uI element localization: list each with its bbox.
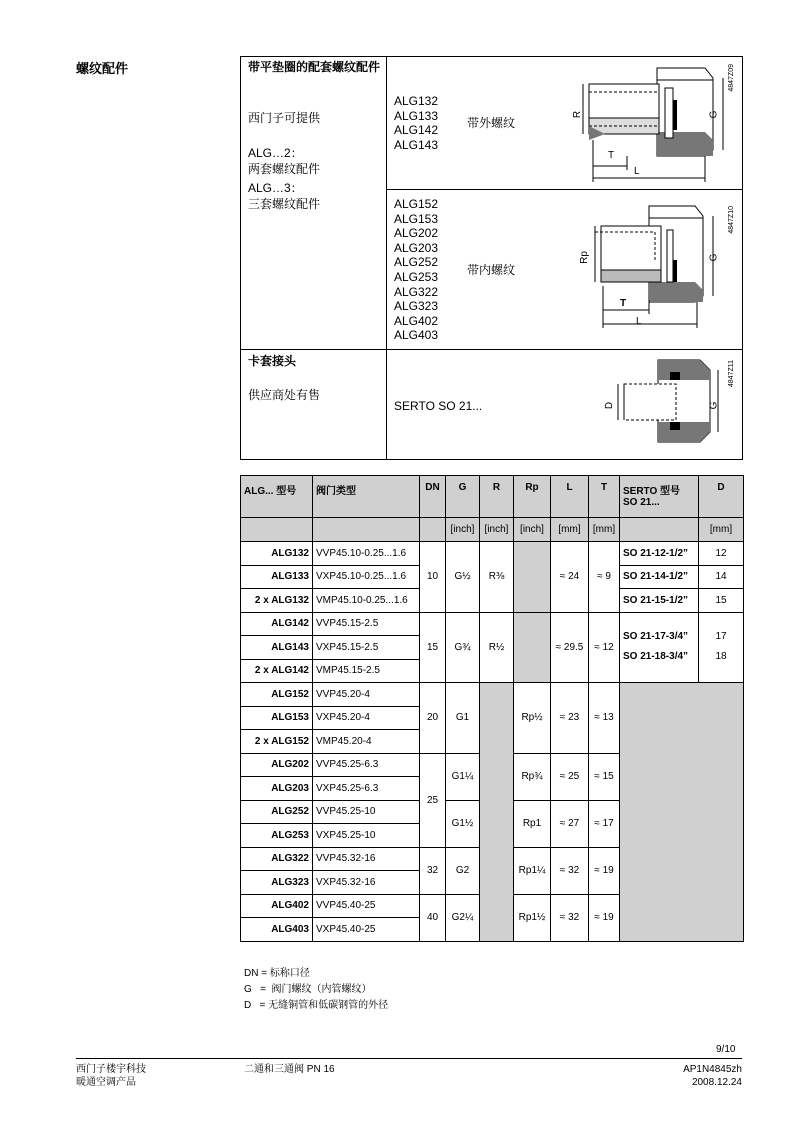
external-thread-label: 带外螺纹 bbox=[467, 116, 516, 130]
section-title: 螺纹配件 bbox=[76, 61, 129, 76]
fittings-row-divider bbox=[386, 189, 743, 190]
model-item: ALG253 bbox=[394, 269, 439, 284]
unit-g: [inch] bbox=[446, 518, 480, 542]
d-value: 17 bbox=[715, 631, 727, 643]
model-list-external bbox=[394, 94, 438, 152]
internal-thread-drawing bbox=[585, 200, 735, 332]
model-item: ALG132 bbox=[394, 94, 439, 108]
note-alg3-text: 三套螺纹配件 bbox=[248, 197, 321, 211]
cell-model: ALG253 bbox=[241, 824, 313, 848]
supplier-text: 供应商处有售 bbox=[248, 388, 321, 402]
cell-l: ≈ 29.5 bbox=[551, 612, 589, 683]
cell-dn: 25 bbox=[420, 753, 446, 847]
footer-divider bbox=[76, 1058, 742, 1059]
cell-valve: VMP45.20-4 bbox=[313, 730, 420, 754]
model-item: ALG153 bbox=[394, 211, 439, 226]
table-row bbox=[241, 683, 744, 707]
cell-valve: VXP45.15-2.5 bbox=[313, 636, 420, 660]
cell-r: R⅜ bbox=[480, 542, 514, 613]
legend-item: DN = 标称口径 bbox=[244, 968, 310, 979]
col-header-r: R bbox=[480, 476, 514, 518]
dim-t-label: T bbox=[608, 150, 615, 161]
table-row bbox=[241, 612, 744, 636]
cell-model: ALG202 bbox=[241, 753, 313, 777]
fittings-divider bbox=[386, 56, 387, 460]
unit-rp: [inch] bbox=[514, 518, 551, 542]
cell-t: ≈ 9 bbox=[589, 542, 620, 613]
doc-id: AP1N4845zh bbox=[683, 1064, 742, 1075]
cell-valve: VXP45.10-0.25...1.6 bbox=[313, 565, 420, 589]
unit-t: [mm] bbox=[589, 518, 620, 542]
model-item: ALG202 bbox=[394, 226, 439, 241]
cell-l: ≈ 24 bbox=[551, 542, 589, 613]
cell-l: ≈ 32 bbox=[551, 847, 589, 894]
figure-id: 4847Z09 bbox=[728, 64, 735, 92]
col-header-l: L bbox=[551, 476, 589, 518]
cell-valve: VXP45.25-10 bbox=[313, 824, 420, 848]
model-item: ALG402 bbox=[394, 313, 439, 328]
dim-rp-label: Rp bbox=[578, 251, 590, 264]
footer-docinfo bbox=[600, 1063, 742, 1089]
cell-g: G2¼ bbox=[446, 894, 480, 941]
cell-rp-empty bbox=[514, 612, 551, 683]
cell-d: 14 bbox=[699, 565, 744, 589]
serto-value: SO 21-18-3/4” bbox=[623, 651, 689, 663]
note-alg2-text: 两套螺纹配件 bbox=[248, 162, 321, 176]
cell-model: ALG132 bbox=[241, 542, 313, 566]
model-item: ALG323 bbox=[394, 299, 439, 314]
company-line-2: 暖通空调产品 bbox=[76, 1077, 136, 1088]
dim-d-label: D bbox=[604, 401, 616, 410]
cell-model: ALG152 bbox=[241, 683, 313, 707]
cell-serto: SO 21-14-1/2” bbox=[620, 565, 699, 589]
model-item: ALG403 bbox=[394, 328, 439, 343]
cell-t: ≈ 13 bbox=[589, 683, 620, 754]
model-item: ALG143 bbox=[394, 137, 439, 152]
cell-g: G1 bbox=[446, 683, 480, 754]
cell-model: 2 x ALG152 bbox=[241, 730, 313, 754]
model-item: ALG322 bbox=[394, 284, 439, 299]
footer-company bbox=[76, 1063, 146, 1089]
model-item: ALG133 bbox=[394, 108, 439, 123]
cell-dn: 32 bbox=[420, 847, 446, 894]
cell-rp: Rp1 bbox=[514, 800, 551, 847]
cell-rp: Rp1½ bbox=[514, 894, 551, 941]
dim-g-label: G bbox=[708, 110, 720, 119]
col-header-model: ALG... 型号 bbox=[241, 476, 313, 518]
cell-model: ALG403 bbox=[241, 918, 313, 942]
cell-model: ALG143 bbox=[241, 636, 313, 660]
cell-serto-empty bbox=[620, 683, 744, 942]
cell-dn: 15 bbox=[420, 612, 446, 683]
supplier-text: 西门子可提供 bbox=[248, 111, 321, 125]
dim-l-label: L bbox=[634, 166, 640, 177]
cell-valve: VVP45.40-25 bbox=[313, 894, 420, 918]
cell-valve: VXP45.40-25 bbox=[313, 918, 420, 942]
cell-model: ALG252 bbox=[241, 800, 313, 824]
legend-item: G = 阀门螺纹（内管螺纹） bbox=[244, 984, 372, 995]
cell-dn: 40 bbox=[420, 894, 446, 941]
col-header-g: G bbox=[446, 476, 480, 518]
cell-d: 15 bbox=[699, 589, 744, 613]
serto-model: SERTO SO 21... bbox=[394, 399, 483, 413]
model-item: ALG203 bbox=[394, 240, 439, 255]
cell-serto: SO 21-12-1/2” bbox=[620, 542, 699, 566]
dim-l-label: L bbox=[636, 316, 642, 327]
cell-valve: VVP45.15-2.5 bbox=[313, 612, 420, 636]
cell-l: ≈ 27 bbox=[551, 800, 589, 847]
page-number: 9/10 bbox=[716, 1044, 736, 1055]
col-header-t: T bbox=[589, 476, 620, 518]
col-header-rp: Rp bbox=[514, 476, 551, 518]
cell-r-empty bbox=[480, 683, 514, 942]
cell-t: ≈ 12 bbox=[589, 612, 620, 683]
serto-value: SO 21-17-3/4” bbox=[623, 631, 689, 643]
cell-t: ≈ 17 bbox=[589, 800, 620, 847]
cell-model: ALG153 bbox=[241, 706, 313, 730]
cell-valve: VVP45.25-6.3 bbox=[313, 753, 420, 777]
unit-l: [mm] bbox=[551, 518, 589, 542]
col-header-valve: 阀门类型 bbox=[313, 476, 420, 518]
cell-valve: VVP45.32-16 bbox=[313, 847, 420, 871]
cell-model: ALG133 bbox=[241, 565, 313, 589]
cell-l: ≈ 25 bbox=[551, 753, 589, 800]
footer-product: 二通和三通阀 PN 16 bbox=[244, 1064, 335, 1075]
cell-model: ALG203 bbox=[241, 777, 313, 801]
cell-rp: Rp¾ bbox=[514, 753, 551, 800]
cell-g: G1¼ bbox=[446, 753, 480, 800]
cell-rp: Rp½ bbox=[514, 683, 551, 754]
note-alg2-label: ALG…2： bbox=[248, 146, 303, 160]
cell-valve: VVP45.10-0.25...1.6 bbox=[313, 542, 420, 566]
doc-date: 2008.12.24 bbox=[691, 1077, 742, 1088]
cell-valve: VVP45.25-10 bbox=[313, 800, 420, 824]
cell-valve: VMP45.10-0.25...1.6 bbox=[313, 589, 420, 613]
cell-t: ≈ 19 bbox=[589, 894, 620, 941]
legend-item: D = 无缝铜管和低碳钢管的外径 bbox=[244, 1000, 389, 1011]
unit-r: [inch] bbox=[480, 518, 514, 542]
cell-d: 12 bbox=[699, 542, 744, 566]
model-item: ALG142 bbox=[394, 123, 439, 138]
company-line-1: 西门子楼宇科技 bbox=[76, 1064, 146, 1075]
internal-thread-label: 带内螺纹 bbox=[467, 263, 516, 277]
cell-model: ALG323 bbox=[241, 871, 313, 895]
unit-d: [mm] bbox=[699, 518, 744, 542]
cell-t: ≈ 19 bbox=[589, 847, 620, 894]
cell-g: G½ bbox=[446, 542, 480, 613]
cell-valve: VXP45.20-4 bbox=[313, 706, 420, 730]
model-item: ALG152 bbox=[394, 197, 439, 211]
dim-g-label: G bbox=[708, 253, 720, 262]
cell-rp-empty bbox=[514, 542, 551, 613]
cell-dn: 20 bbox=[420, 683, 446, 754]
fittings-data-table bbox=[240, 475, 744, 942]
cell-model: ALG142 bbox=[241, 612, 313, 636]
table-legend bbox=[244, 966, 388, 1014]
table-row bbox=[241, 542, 744, 566]
model-list-internal bbox=[394, 197, 438, 343]
d-value: 18 bbox=[715, 651, 727, 663]
table-header-row bbox=[241, 476, 744, 518]
cell-dn: 10 bbox=[420, 542, 446, 613]
cell-valve: VVP45.20-4 bbox=[313, 683, 420, 707]
cell-model: 2 x ALG132 bbox=[241, 589, 313, 613]
cell-g: G1½ bbox=[446, 800, 480, 847]
dim-t-label: T bbox=[620, 298, 627, 309]
cell-l: ≈ 32 bbox=[551, 894, 589, 941]
cell-t: ≈ 15 bbox=[589, 753, 620, 800]
cell-valve: VXP45.25-6.3 bbox=[313, 777, 420, 801]
cell-serto bbox=[620, 612, 699, 683]
col-header-dn: DN bbox=[420, 476, 446, 518]
model-item: ALG252 bbox=[394, 255, 439, 270]
threaded-fittings-title: 带平垫圈的配套螺纹配件 bbox=[248, 60, 381, 74]
cell-model: ALG402 bbox=[241, 894, 313, 918]
compression-fitting-title: 卡套接头 bbox=[248, 354, 297, 368]
note-alg3-label: ALG…3： bbox=[248, 181, 303, 195]
cell-g: G2 bbox=[446, 847, 480, 894]
cell-model: 2 x ALG142 bbox=[241, 659, 313, 683]
cell-l: ≈ 23 bbox=[551, 683, 589, 754]
cell-r: R½ bbox=[480, 612, 514, 683]
col-header-serto: SERTO 型号 SO 21... bbox=[620, 476, 699, 518]
col-header-d: D bbox=[699, 476, 744, 518]
cell-serto: SO 21-15-1/2” bbox=[620, 589, 699, 613]
cell-d bbox=[699, 612, 744, 683]
cell-model: ALG322 bbox=[241, 847, 313, 871]
dim-g-label: G bbox=[708, 401, 720, 410]
cell-rp: Rp1¼ bbox=[514, 847, 551, 894]
dim-r-label: R bbox=[572, 110, 584, 119]
table-units-row bbox=[241, 518, 744, 542]
cell-valve: VMP45.15-2.5 bbox=[313, 659, 420, 683]
cell-g: G¾ bbox=[446, 612, 480, 683]
fittings-row-divider bbox=[240, 349, 743, 350]
figure-id: 4847Z10 bbox=[728, 206, 735, 234]
cell-valve: VXP45.32-16 bbox=[313, 871, 420, 895]
external-thread-drawing bbox=[565, 60, 735, 184]
figure-id: 4847Z11 bbox=[728, 360, 735, 388]
